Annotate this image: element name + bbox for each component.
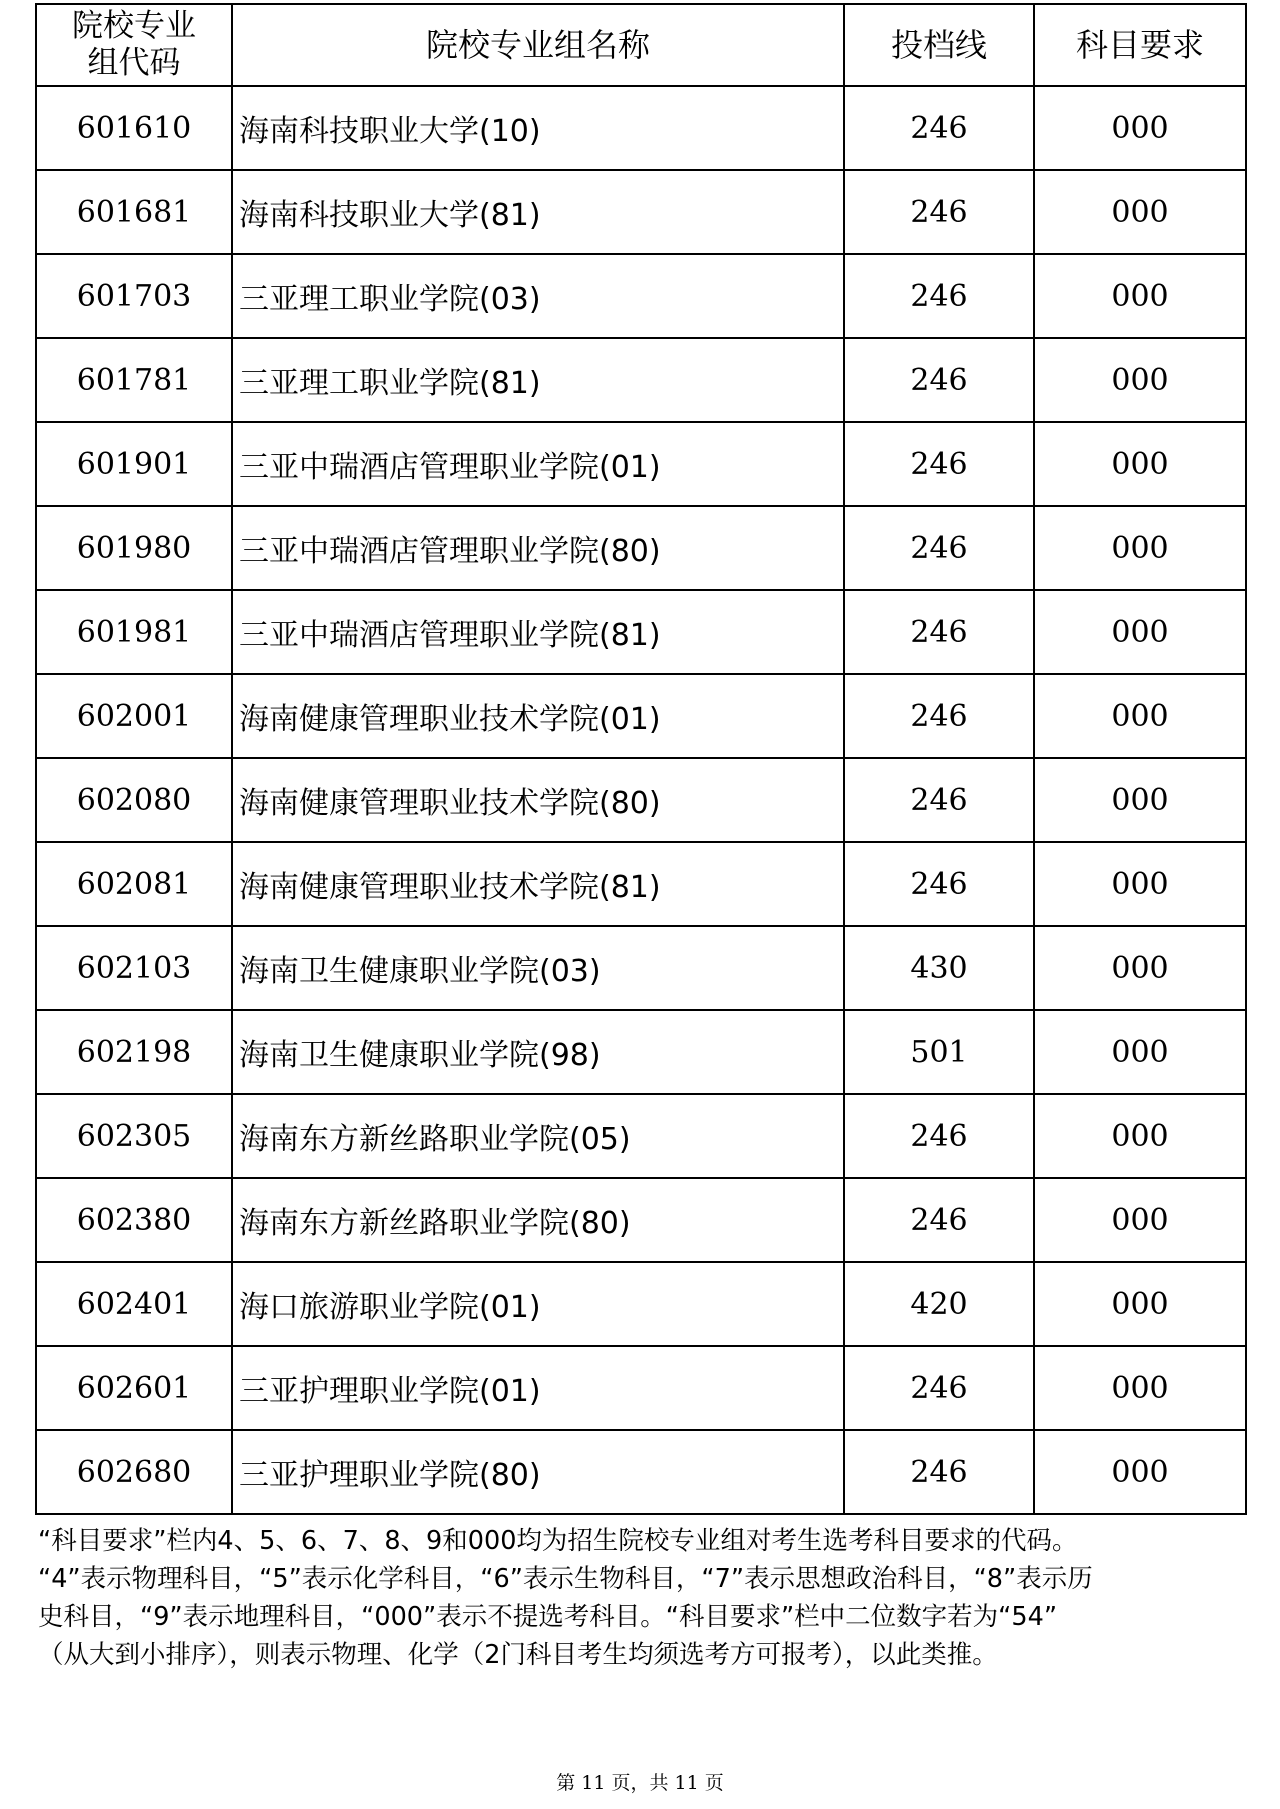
group-name-cell: 海南东方新丝路职业学院(05): [232, 1094, 844, 1178]
group-name-cell: 三亚中瑞酒店管理职业学院(80): [232, 506, 844, 590]
admission-score-table: [35, 3, 1247, 1515]
table-row: [36, 422, 1246, 506]
subject-requirement-cell: 000: [1034, 1010, 1246, 1094]
note-line: “科目要求”栏内4、5、6、7、8、9和000均为招生院校专业组对考生选考科目要求的代码。: [38, 1526, 1078, 1556]
subject-requirement-cell: 000: [1034, 170, 1246, 254]
table-row: [36, 170, 1246, 254]
group-code-cell: 601703: [36, 254, 232, 338]
note-line: “4”表示物理科目，“5”表示化学科目，“6”表示生物科目，“7”表示思想政治科目，“8”表示历: [38, 1564, 1093, 1594]
score-line-cell: 246: [844, 1430, 1034, 1514]
group-code-cell: 602401: [36, 1262, 232, 1346]
score-line-cell: 246: [844, 170, 1034, 254]
subject-requirement-cell: 000: [1034, 254, 1246, 338]
group-name-cell: 海南卫生健康职业学院(03): [232, 926, 844, 1010]
score-line-cell: 246: [844, 422, 1034, 506]
group-code-cell: 602103: [36, 926, 232, 1010]
score-line-cell: 246: [844, 506, 1034, 590]
table-row: [36, 842, 1246, 926]
score-line-cell: 501: [844, 1010, 1034, 1094]
score-line-cell: 246: [844, 254, 1034, 338]
group-code-cell: 602601: [36, 1346, 232, 1430]
score-line-cell: 246: [844, 1094, 1034, 1178]
table-row: [36, 86, 1246, 170]
table-row: [36, 1178, 1246, 1262]
score-line-cell: 246: [844, 590, 1034, 674]
score-line-cell: 420: [844, 1262, 1034, 1346]
score-line-cell: 246: [844, 842, 1034, 926]
subject-requirement-cell: 000: [1034, 590, 1246, 674]
group-code-cell: 601901: [36, 422, 232, 506]
group-code-cell: 602305: [36, 1094, 232, 1178]
table-row: [36, 254, 1246, 338]
group-code-cell: 601681: [36, 170, 232, 254]
table-row: [36, 1346, 1246, 1430]
header-group-code-line2: 组代码: [87, 45, 181, 81]
subject-requirement-cell: 000: [1034, 1262, 1246, 1346]
subject-requirement-cell: 000: [1034, 1346, 1246, 1430]
score-line-cell: 246: [844, 1178, 1034, 1262]
score-line-cell: 246: [844, 86, 1034, 170]
group-name-cell: 海南科技职业大学(81): [232, 170, 844, 254]
subject-requirement-cell: 000: [1034, 842, 1246, 926]
score-line-cell: 430: [844, 926, 1034, 1010]
group-code-cell: 602081: [36, 842, 232, 926]
group-code-cell: 602198: [36, 1010, 232, 1094]
subject-requirement-cell: 000: [1034, 758, 1246, 842]
group-name-cell: 三亚理工职业学院(81): [232, 338, 844, 422]
table-row: [36, 674, 1246, 758]
group-name-cell: 三亚理工职业学院(03): [232, 254, 844, 338]
group-name-cell: 海南健康管理职业技术学院(80): [232, 758, 844, 842]
subject-requirement-cell: 000: [1034, 506, 1246, 590]
page-number: 第 11 页，共 11 页: [556, 1772, 724, 1794]
group-name-cell: 海南卫生健康职业学院(98): [232, 1010, 844, 1094]
group-name-cell: 海南健康管理职业技术学院(81): [232, 842, 844, 926]
subject-requirement-cell: 000: [1034, 1430, 1246, 1514]
group-name-cell: 三亚中瑞酒店管理职业学院(81): [232, 590, 844, 674]
table-row: [36, 1010, 1246, 1094]
group-name-cell: 海口旅游职业学院(01): [232, 1262, 844, 1346]
header-group-name: 院校专业组名称: [232, 4, 844, 86]
score-line-cell: 246: [844, 338, 1034, 422]
group-name-cell: 海南科技职业大学(10): [232, 86, 844, 170]
header-group-code-line1: 院校专业: [72, 8, 196, 44]
group-code-cell: 601610: [36, 86, 232, 170]
table-row: [36, 1094, 1246, 1178]
group-code-cell: 601980: [36, 506, 232, 590]
subject-requirement-cell: 000: [1034, 86, 1246, 170]
group-code-cell: 602001: [36, 674, 232, 758]
table-row: [36, 506, 1246, 590]
table-row: [36, 758, 1246, 842]
table-row: [36, 1430, 1246, 1514]
table-header-row: [36, 4, 1246, 86]
score-line-cell: 246: [844, 758, 1034, 842]
table-body: [36, 86, 1246, 1514]
subject-requirement-cell: 000: [1034, 338, 1246, 422]
group-name-cell: 海南健康管理职业技术学院(01): [232, 674, 844, 758]
group-code-cell: 601981: [36, 590, 232, 674]
table-row: [36, 590, 1246, 674]
group-name-cell: 三亚中瑞酒店管理职业学院(01): [232, 422, 844, 506]
subject-requirement-cell: 000: [1034, 422, 1246, 506]
score-line-cell: 246: [844, 674, 1034, 758]
group-code-cell: 602380: [36, 1178, 232, 1262]
note-line: （从大到小排序），则表示物理、化学（2门科目考生均须选考方可报考），以此类推。: [38, 1640, 998, 1670]
subject-requirement-cell: 000: [1034, 1178, 1246, 1262]
group-name-cell: 三亚护理职业学院(01): [232, 1346, 844, 1430]
group-name-cell: 海南东方新丝路职业学院(80): [232, 1178, 844, 1262]
subject-requirement-cell: 000: [1034, 674, 1246, 758]
header-score-line: 投档线: [844, 4, 1034, 86]
table-row: [36, 1262, 1246, 1346]
header-group-code: [36, 4, 232, 86]
group-name-cell: 三亚护理职业学院(80): [232, 1430, 844, 1514]
group-code-cell: 602080: [36, 758, 232, 842]
group-code-cell: 602680: [36, 1430, 232, 1514]
score-line-cell: 246: [844, 1346, 1034, 1430]
table-row: [36, 338, 1246, 422]
header-subject-requirement: 科目要求: [1034, 4, 1246, 86]
group-code-cell: 601781: [36, 338, 232, 422]
subject-code-note: [38, 1522, 1248, 1674]
subject-requirement-cell: 000: [1034, 1094, 1246, 1178]
table-row: [36, 926, 1246, 1010]
subject-requirement-cell: 000: [1034, 926, 1246, 1010]
note-line: 史科目，“9”表示地理科目，“000”表示不提选考科目。“科目要求”栏中二位数字若为“54”: [38, 1602, 1058, 1632]
